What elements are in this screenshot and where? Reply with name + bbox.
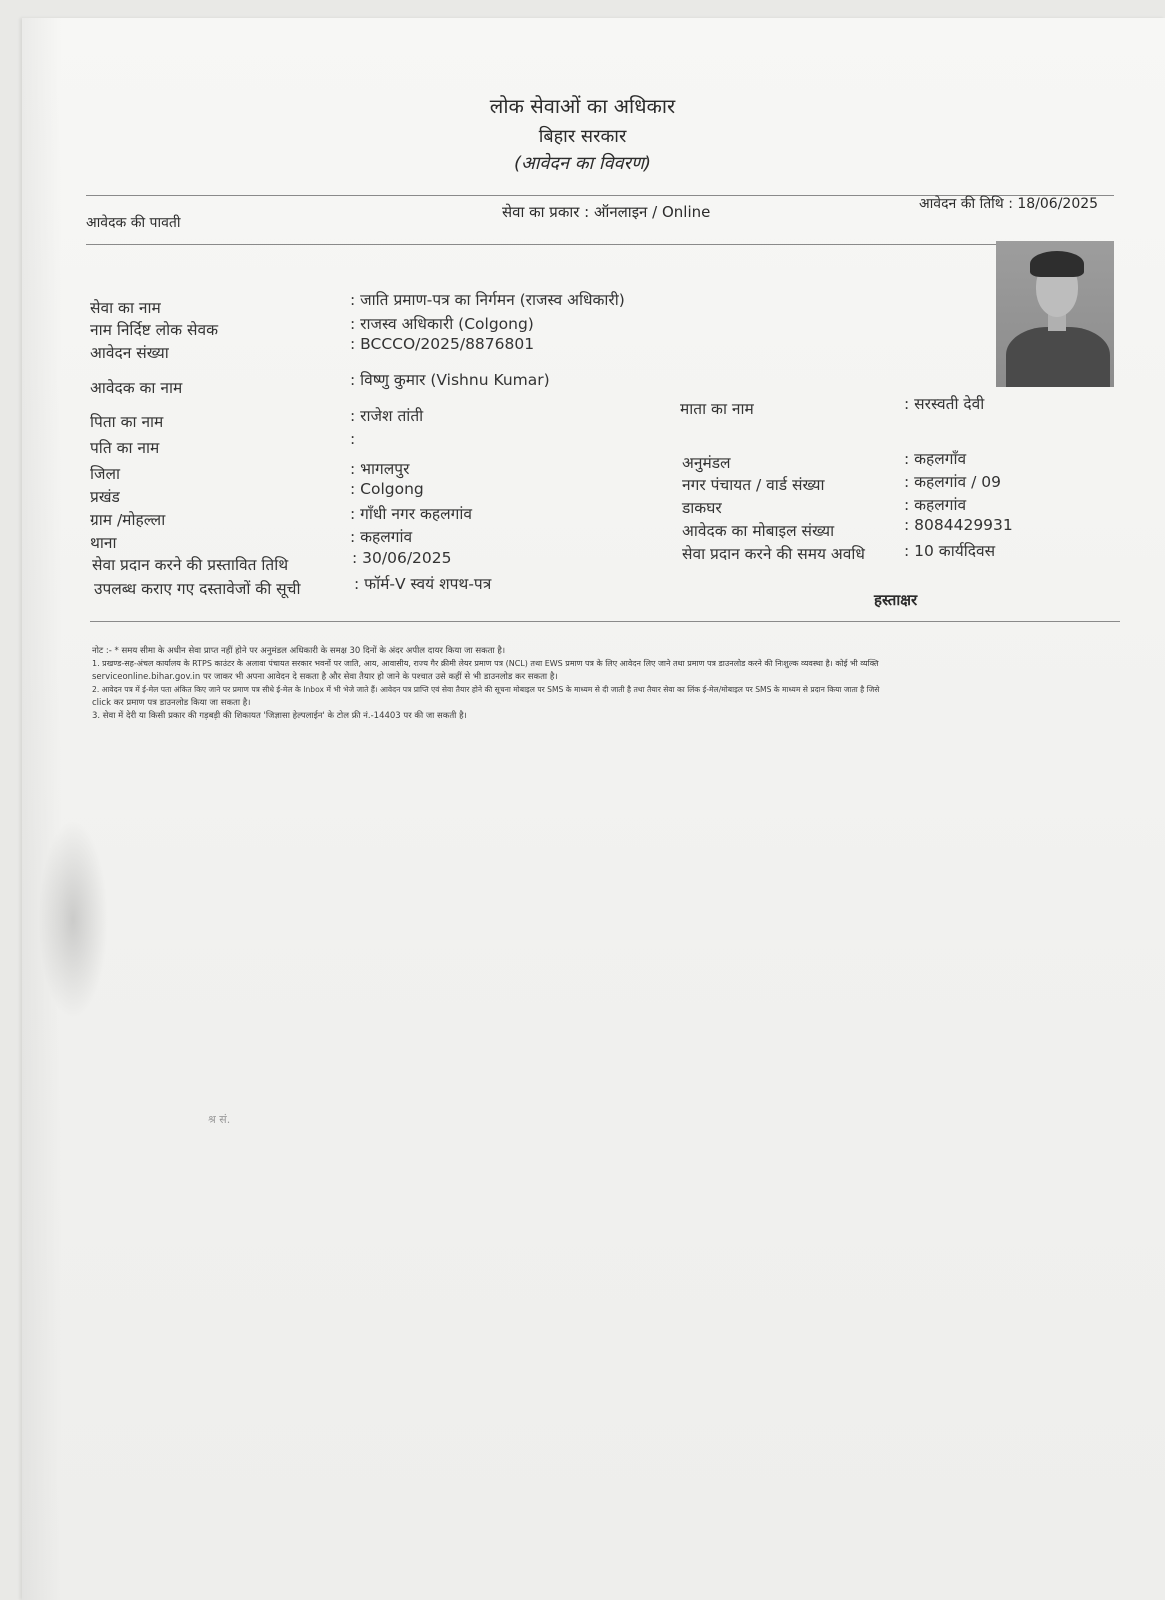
field-label: उपलब्ध कराए गए दस्तावेजों की सूची xyxy=(94,580,301,598)
field-label: सेवा प्रदान करने की प्रस्तावित तिथि xyxy=(92,556,289,574)
receipt-label: आवेदक की पावती xyxy=(86,215,181,231)
field-value: : कहलगांव / 09 xyxy=(904,473,1001,491)
field-value: : कहलगांव xyxy=(904,496,967,514)
header-subtitle: बिहार सरकार xyxy=(538,126,627,147)
field-value: : BCCCO/2025/8876801 xyxy=(350,335,535,353)
field-value: : 10 कार्यदिवस xyxy=(904,542,996,560)
document-page xyxy=(22,18,1165,1600)
field-value: : राजेश तांती xyxy=(350,407,424,425)
note-line: नोट :- * समय सीमा के अधीन सेवा प्राप्त नहीं होने पर अनुमंडल अधिकारी के समक्ष 30 दिनों के अंदर अपील दायर किया जा सकता है। xyxy=(92,646,506,656)
field-value: : xyxy=(350,430,356,448)
field-value: : 30/06/2025 xyxy=(352,549,452,567)
note-line: 3. सेवा में देरी या किसी प्रकार की गड़बड़ी की शिकायत 'जिज्ञासा हेल्पलाईन' के टोल फ्री नं.-14403 पर की जा सकती है। xyxy=(92,711,467,721)
note-line: 1. प्रखण्ड-सह-अंचल कार्यालय के RTPS काउंटर के अलावा पंचायत सरकार भवनों पर जाति, आय, आवासीय, राज्य गैर क्रीमी लेयर प्रमाण पत्र (NCL) तथा EWS प्रमाण पत्र के लिए आवेदन लिए जाने तथा प्रमाण पत्र डाउनलोड करने की निःशुल्क व्यवस्था है। कोई भी व्यक्ति xyxy=(92,659,879,668)
field-value: : 8084429931 xyxy=(904,516,1013,534)
note-line: click कर प्रमाण पत्र डाउनलोड किया जा सकता है। xyxy=(92,698,251,708)
signature-label: हस्ताक्षर xyxy=(874,591,918,609)
field-label: सेवा प्रदान करने की समय अवधि xyxy=(682,545,865,563)
faded-stamp: श्र सं. xyxy=(208,1113,231,1126)
field-label: जिला xyxy=(90,465,121,483)
field-label: ग्राम /मोहल्ला xyxy=(90,511,166,529)
field-value: : गाँधी नगर कहलगांव xyxy=(350,505,472,523)
field-label: थाना xyxy=(90,534,117,552)
field-label: सेवा का नाम xyxy=(90,299,161,317)
field-label: प्रखंड xyxy=(90,488,120,506)
note-line: serviceonline.bihar.gov.in पर जाकर भी अपना आवेदन दे सकता है और सेवा तैयार हो जाने के पश्चात उसे कहीं से भी डाउनलोड कर सकता है। xyxy=(92,672,558,682)
field-label: नाम निर्दिष्ट लोक सेवक xyxy=(90,321,219,339)
field-label: डाकघर xyxy=(682,499,722,517)
applicant-photo xyxy=(996,241,1114,387)
field-value: : कहलगाँव xyxy=(904,450,967,468)
field-value: : Colgong xyxy=(350,480,424,498)
field-label: आवेदक का मोबाइल संख्या xyxy=(682,522,835,540)
field-label: पति का नाम xyxy=(90,439,160,457)
field-value: : जाति प्रमाण-पत्र का निर्गमन (राजस्व अधिकारी) xyxy=(350,291,625,309)
field-label: नगर पंचायत / वार्ड संख्या xyxy=(682,476,825,494)
paper-shadow xyxy=(22,18,62,1600)
meta-rule xyxy=(86,244,1114,245)
note-line: 2. आवेदन पत्र में ई-मेल पता अंकित किए जाने पर प्रमाण पत्र सीधे ई-मेल के Inbox में भी भेजे जाते हैं। आवेदन पत्र प्राप्ति एवं सेवा तैयार होने की सूचना मोबाइल पर SMS के माध्यम से दी जाती है तथा तैयार सेवा का लिंक ई-मेल/मोबाइल पर SMS के माध्यम से प्रदान किया जाता है जिसे xyxy=(92,685,880,694)
field-value: : भागलपुर xyxy=(350,460,410,478)
application-date: आवेदन की तिथि : 18/06/2025 xyxy=(919,196,1099,212)
paper-smudge xyxy=(38,820,108,1020)
field-value: : सरस्वती देवी xyxy=(904,395,985,413)
field-value: : राजस्व अधिकारी (Colgong) xyxy=(350,315,534,333)
header-title: लोक सेवाओं का अधिकार xyxy=(489,94,676,118)
field-label: आवेदक का नाम xyxy=(90,379,183,397)
field-value: : फॉर्म-V स्वयं शपथ-पत्र xyxy=(354,575,492,593)
field-label: माता का नाम xyxy=(680,400,754,418)
field-value: : विष्णु कुमार (Vishnu Kumar) xyxy=(350,371,550,389)
field-label: अनुमंडल xyxy=(682,454,731,472)
field-label: पिता का नाम xyxy=(90,413,164,431)
field-value: : कहलगांव xyxy=(350,528,413,546)
document-type: (आवेदन का विवरण) xyxy=(514,153,651,174)
notes-rule xyxy=(90,621,1120,622)
service-type: सेवा का प्रकार : ऑनलाइन / Online xyxy=(502,203,711,221)
field-label: आवेदन संख्या xyxy=(90,344,169,362)
